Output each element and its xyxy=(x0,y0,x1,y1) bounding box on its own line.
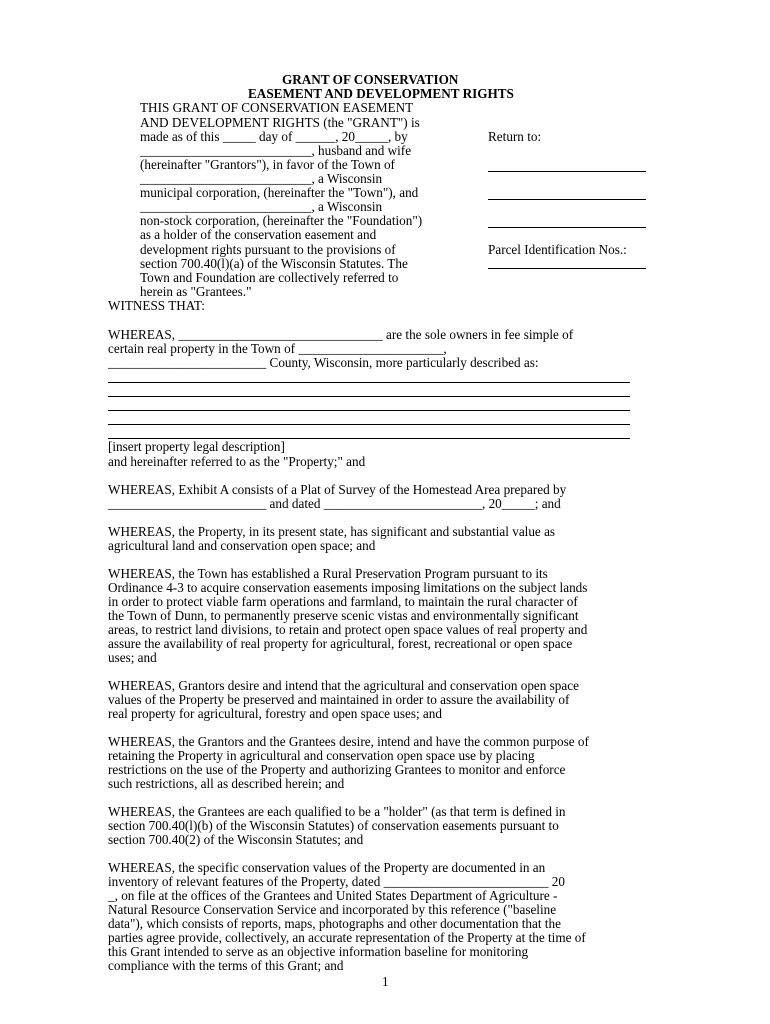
paragraph-line: WHEREAS, the Property, in its present state, has significant and substantial value as xyxy=(108,524,556,539)
paragraph-line: Ordinance 4-3 to acquire conservation easements imposing limitations on the subject lands xyxy=(108,580,588,595)
paragraph-line: areas, to restrict land divisions, to retain and protect open space values of real property and xyxy=(108,622,588,637)
return-to-line-2 xyxy=(488,199,646,200)
legal-description-placeholder: [insert property legal description] xyxy=(108,439,285,454)
paragraph-line: restrictions on the use of the Property and authorizing Grantees to monitor and enforce xyxy=(108,762,566,777)
paragraph-line: WHEREAS, the specific conservation values of the Property are documented in an xyxy=(108,860,546,875)
paragraph-line: compliance with the terms of this Grant; and xyxy=(108,958,344,973)
paragraph-line: WHEREAS, the Grantees are each qualified to be a "holder" (as that term is defined in xyxy=(108,804,566,819)
legal-description-line xyxy=(108,410,630,411)
witness-heading: WITNESS THAT: xyxy=(108,298,205,313)
legal-description-line xyxy=(108,396,630,397)
whereas-owners-line: WHEREAS, _______________________________ are the sole owners in fee simple of xyxy=(108,327,574,342)
intro-line: (hereinafter "Grantors"), in favor of the Town of xyxy=(140,157,395,172)
paragraph-line: WHEREAS, the Town has established a Rural Preservation Program pursuant to its xyxy=(108,566,548,581)
paragraph-line: WHEREAS, Grantors desire and intend that the agricultural and conservation open space xyxy=(108,678,579,693)
intro-line: __________________________, a Wisconsin xyxy=(140,171,383,186)
intro-line: municipal corporation, (hereinafter the "Town"), and xyxy=(140,185,419,200)
paragraph-line: section 700.40(l)(b) of the Wisconsin Statutes) of conservation easements pursuant to xyxy=(108,818,559,833)
paragraph-line: WHEREAS, the Grantors and the Grantees desire, intend and have the common purpose of xyxy=(108,734,589,749)
paragraph-line: section 700.40(2) of the Wisconsin Statutes; and xyxy=(108,832,364,847)
paragraph-line: uses; and xyxy=(108,650,157,665)
paragraph-line: agricultural land and conservation open space; and xyxy=(108,538,376,553)
document-title-line-2: EASEMENT AND DEVELOPMENT RIGHTS xyxy=(248,86,514,101)
intro-line: __________________________, a Wisconsin xyxy=(140,199,383,214)
paragraph-line: inventory of relevant features of the Property, dated _________________________ 20 xyxy=(108,874,565,889)
paragraph-line: ________________________ and dated ________________________, 20_____; and xyxy=(108,496,561,511)
parcel-identification-line xyxy=(488,268,646,269)
paragraph-line: WHEREAS, Exhibit A consists of a Plat of Survey of the Homestead Area prepared by xyxy=(108,482,567,497)
paragraph-line: such restrictions, all as described herein; and xyxy=(108,776,345,791)
intro-line: __________________________, husband and wife xyxy=(140,143,412,158)
property-referred-line: and hereinafter referred to as the "Property;" and xyxy=(108,454,366,469)
legal-description-line xyxy=(108,424,630,425)
return-to-line-1 xyxy=(488,171,646,172)
parcel-identification-label: Parcel Identification Nos.: xyxy=(488,242,627,257)
paragraph-line: _, on file at the offices of the Grantees and United States Department of Agriculture - xyxy=(108,888,558,903)
return-to-label: Return to: xyxy=(488,129,542,144)
legal-description-line xyxy=(108,382,630,383)
whereas-owners-line: certain real property in the Town of ______________________, xyxy=(108,341,447,356)
paragraph-line: this Grant intended to serve as an objective information baseline for monitoring xyxy=(108,944,529,959)
intro-line: section 700.40(l)(a) of the Wisconsin Statutes. The xyxy=(140,256,408,271)
document-title-line-1: GRANT OF CONSERVATION xyxy=(282,72,459,87)
intro-line: herein as "Grantees." xyxy=(140,284,252,299)
intro-line: development rights pursuant to the provisions of xyxy=(140,242,396,257)
intro-line: AND DEVELOPMENT RIGHTS (the "GRANT") is xyxy=(140,115,420,130)
paragraph-line: real property for agricultural, forestry and open space uses; and xyxy=(108,706,442,721)
intro-line: non-stock corporation, (hereinafter the "Foundation") xyxy=(140,213,423,228)
paragraph-line: Natural Resource Conservation Service and incorporated by this reference ("baseline xyxy=(108,902,557,917)
paragraph-line: assure the availability of real property for agricultural, forest, recreational or open space xyxy=(108,636,573,651)
whereas-owners-line: ________________________ County, Wisconsin, more particularly described as: xyxy=(108,355,539,370)
paragraph-line: retaining the Property in agricultural and conservation open space use by placing xyxy=(108,748,535,763)
intro-line: Town and Foundation are collectively referred to xyxy=(140,270,399,285)
paragraph-line: values of the Property be preserved and maintained in order to assure the availability of xyxy=(108,692,570,707)
page-number: 1 xyxy=(382,974,389,989)
intro-line: made as of this _____ day of ______, 20_____, by xyxy=(140,129,408,144)
intro-line: THIS GRANT OF CONSERVATION EASEMENT xyxy=(140,100,414,115)
paragraph-line: the Town of Dunn, to permanently preserve scenic vistas and environmentally significant xyxy=(108,608,579,623)
intro-line: as a holder of the conservation easement and xyxy=(140,227,377,242)
paragraph-line: in order to protect viable farm operations and farmland, to maintain the rural character of xyxy=(108,594,578,609)
paragraph-line: parties agree provide, collectively, an accurate representation of the Property at the time of xyxy=(108,930,586,945)
return-to-line-3 xyxy=(488,227,646,228)
paragraph-line: data"), which consists of reports, maps, photographs and other documentation that the xyxy=(108,916,561,931)
